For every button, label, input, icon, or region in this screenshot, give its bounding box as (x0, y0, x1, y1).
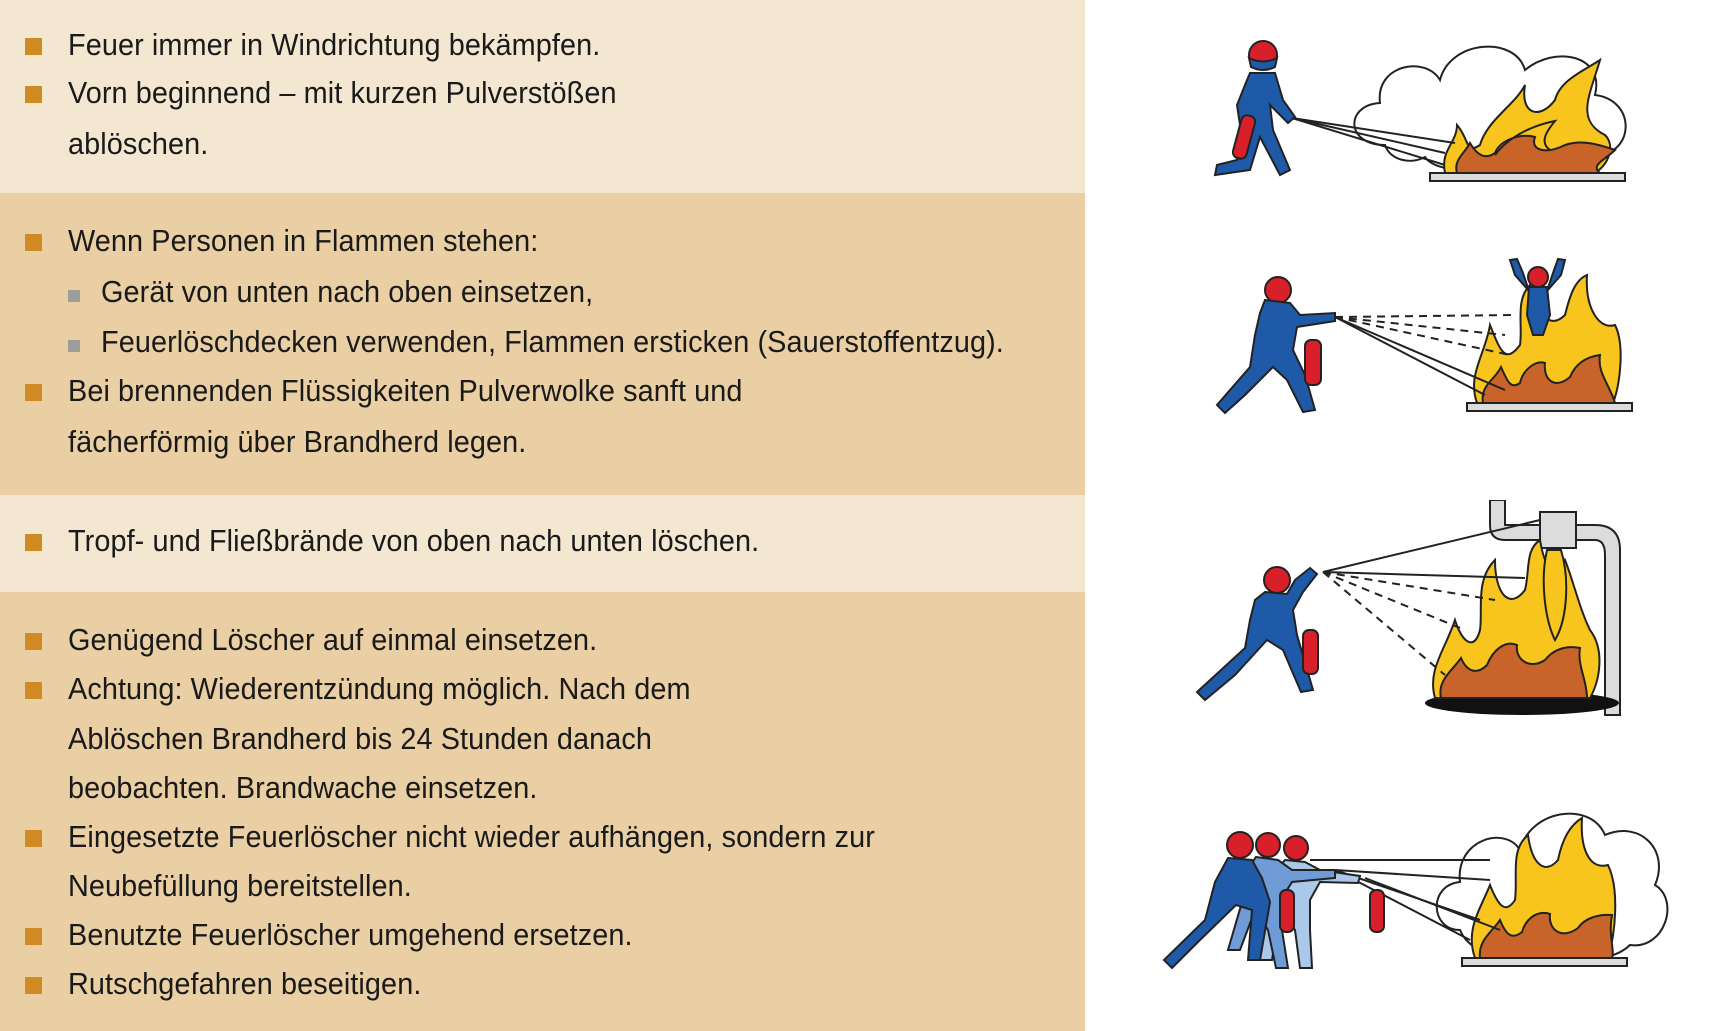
instruction-text: Feuer immer in Windrichtung bekämpfen. (68, 27, 601, 62)
sub-bullet-marker (68, 290, 80, 302)
instruction-text: ablöschen. (68, 126, 209, 161)
section-wind-direction (0, 0, 1085, 193)
instruction-text: Bei brennenden Flüssigkeiten Pulverwolke sanft und (68, 373, 743, 408)
fire-extinguishing-wind-direction-icon (1195, 25, 1695, 195)
instruction-subtext: Gerät von unten nach oben einsetzen, (101, 274, 594, 309)
instruction-text: Ablöschen Brandherd bis 24 Stunden danach (68, 721, 653, 756)
instruction-text: Neubefüllung bereitstellen. (68, 868, 412, 903)
instruction-text: Genügend Löscher auf einmal einsetzen. (68, 622, 598, 657)
instruction-subtext: Feuerlöschdecken verwenden, Flammen ersticken (Sauerstoffentzug). (101, 324, 1004, 359)
instruction-text: beobachten. Brandwache einsetzen. (68, 770, 538, 805)
instruction-text: Tropf- und Fließbrände von oben nach unten löschen. (68, 523, 760, 558)
instruction-text: Achtung: Wiederentzündung möglich. Nach dem (68, 671, 691, 706)
bullet-marker (25, 977, 42, 994)
bullet-marker (25, 534, 42, 551)
instruction-text: Benutzte Feuerlöscher umgehend ersetzen. (68, 917, 633, 952)
bullet-marker (25, 86, 42, 103)
instruction-text: fächerförmig über Brandherd legen. (68, 424, 527, 459)
instruction-text: Eingesetzte Feuerlöscher nicht wieder aufhängen, sondern zur (68, 819, 875, 854)
section-persons-in-flames (0, 193, 1085, 495)
bullet-marker (25, 682, 42, 699)
section-dripping-fires (0, 495, 1085, 592)
bullet-marker (25, 928, 42, 945)
instruction-text: Vorn beginnend – mit kurzen Pulverstößen (68, 75, 617, 110)
person-in-flames-extinguishing-icon (1205, 255, 1645, 425)
sub-bullet-marker (68, 340, 80, 352)
multiple-extinguishers-icon (1160, 790, 1680, 975)
bullet-marker (25, 384, 42, 401)
bullet-marker (25, 633, 42, 650)
section-general-rules (0, 592, 1085, 1031)
bullet-marker (25, 830, 42, 847)
bullet-marker (25, 38, 42, 55)
instruction-text: Rutschgefahren beseitigen. (68, 966, 422, 1001)
dripping-fire-from-above-icon (1195, 500, 1670, 720)
bullet-marker (25, 234, 42, 251)
instruction-text: Wenn Personen in Flammen stehen: (68, 223, 539, 258)
